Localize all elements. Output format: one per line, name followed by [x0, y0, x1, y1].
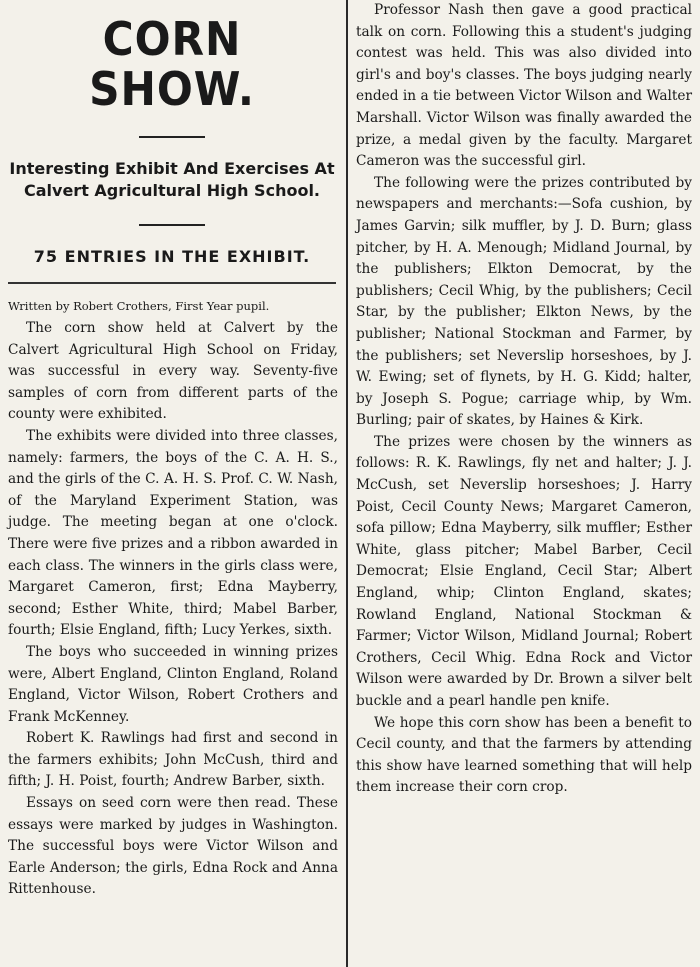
section-rule	[8, 282, 336, 284]
subheadline: Interesting Exhibit And Exercises At Calvert Agricultural High School.	[9, 159, 335, 200]
paragraph: The corn show held at Calvert by the Calvert Agricultural High School on Friday, was successful in every way. Seventy-five samples of corn from different parts of the county were exhibited.	[8, 320, 338, 423]
paragraph: Professor Nash then gave a good practical talk on corn. Following this a student's judging contest was held. This was also divided into girl's and boy's classes. The boys judging nearly ended in a tie between Victor Wilson and Walter Marshall. Victor Wilson was finally awarded the prize, a medal given by the faculty. Margaret Cameron was the successful girl.	[356, 2, 692, 170]
column-divider	[346, 0, 348, 967]
left-column	[2, 0, 342, 901]
paragraph: Essays on seed corn were then read. These essays were marked by judges in Washington. The successful boys were Victor Wilson and Earle Anderson; the girls, Edna Rock and Anna Rittenhouse.	[8, 795, 338, 898]
paragraph: The following were the prizes contributed by newspapers and merchants:—Sofa cushion, by James Garvin; silk muffler, by J. D. Burn; glass pitcher, by H. A. Menough; Midland Journal, by the publishers; Elkton Democrat, by the publishers; Cecil Whig, by the publishers; Cecil Star, by the publisher; Elkton News, by the publisher; National Stockman and Farmer, by the publishers; set Neverslip horseshoes, by J. W. Ewing; set of flynets, by H. G. Kidd; halter, by Joseph S. Pogue; carriage whip, by Wm. Burling; pair of skates, by Haines & Kirk.	[356, 174, 692, 429]
byline: Written by Robert Crothers, First Year pupil.	[8, 299, 270, 313]
right-column	[354, 0, 694, 799]
paragraph: The boys who succeeded in winning prizes were, Albert England, Clinton England, Roland England, Victor Wilson, Robert Crothers and Frank McKenney.	[8, 643, 338, 725]
paragraph: The exhibits were divided into three classes, namely: farmers, the boys of the C. A. H. S., and the girls of the C. A. H. S. Prof. C. W. Nash, of the Maryland Experiment Station, was judge. The meeting began at one o'clock. There were five prizes and a ribbon awarded in each class. The winners in the girls class were, Margaret Cameron, first; Edna Mayberry, second; Esther White, third; Mabel Barber, fourth; Elsie England, fifth; Lucy Yerkes, sixth.	[8, 427, 338, 639]
paragraph: The prizes were chosen by the winners as follows: R. K. Rawlings, fly net and halter; J. J. McCush, set Neverslip horseshoes; J. Harry Poist, Cecil County News; Margaret Cameron, sofa pillow; Edna Mayberry, silk muffler; Esther White, glass pitcher; Mabel Barber, Cecil Democrat; Elsie England, Cecil Star; Albert England, whip; Clinton England, skates; Rowland England, National Stockman & Farmer; Victor Wilson, Midland Journal; Robert Crothers, Cecil Whig. Edna Rock and Victor Wilson were awarded by Dr. Brown a silver belt buckle and a pearl handle pen knife.	[356, 433, 692, 709]
subheadline-entries: 75 ENTRIES IN THE EXHIBIT.	[33, 247, 311, 266]
paragraph: Robert K. Rawlings had first and second in the farmers exhibits; John McCush, third and fifth; J. H. Poist, fourth; Andrew Barber, sixth.	[8, 730, 338, 790]
paragraph: We hope this corn show has been a benefit to Cecil county, and that the farmers by attending this show have learned something that will help them increase their corn crop.	[356, 714, 692, 796]
headline: CORN SHOW.	[89, 12, 255, 116]
headline-rule	[139, 136, 205, 138]
subheadline-rule	[139, 224, 205, 226]
